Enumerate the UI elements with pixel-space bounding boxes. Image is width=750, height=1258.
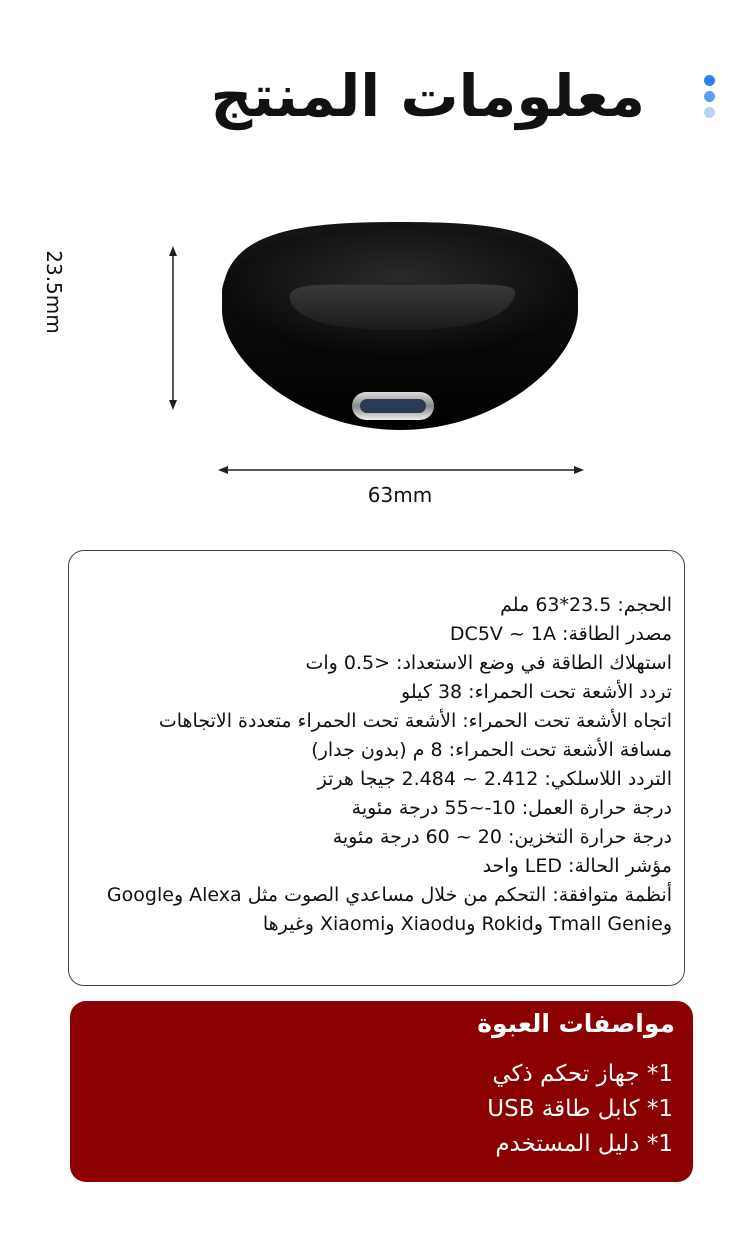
- page-title: معلومات المنتج: [210, 62, 645, 130]
- package-item: 1* جهاز تحكم ذكي: [492, 1061, 673, 1087]
- specs-box: [68, 550, 685, 986]
- width-dimension-label: 63mm: [367, 483, 433, 507]
- spec-standby-power: استهلاك الطاقة في وضع الاستعداد: <0.5 وات: [305, 652, 672, 674]
- spec-ir-distance: مسافة الأشعة تحت الحمراء: 8 م (بدون جدار): [311, 739, 672, 761]
- product-image: [0, 0, 750, 520]
- spec-ir-direction: اتجاه الأشعة تحت الحمراء: الأشعة تحت الحمراء متعددة الاتجاهات: [158, 710, 672, 732]
- package-items: [487, 1057, 673, 1162]
- package-item: 1* كابل طاقة USB: [487, 1096, 673, 1122]
- spec-wireless-frequency: التردد اللاسلكي: 2.412 ~ 2.484 جيجا هرتز: [317, 768, 672, 790]
- spec-power-source: مصدر الطاقة: DC5V ~ 1A: [449, 623, 672, 645]
- specs-list: [78, 591, 672, 939]
- spec-working-temp: درجة حرارة العمل: 10-~55 درجة مئوية: [351, 797, 672, 819]
- package-title: مواصفات العبوة: [477, 1009, 675, 1038]
- spec-compatible-systems: أنظمة متوافقة: التحكم من خلال مساعدي الصوت مثل Alexa وGoogle وTmall Genie وRokid وXiaodu وXiaomi وغيرها: [106, 884, 672, 935]
- spec-size: الحجم: 23.5*63 ملم: [500, 594, 672, 616]
- spec-status-indicator: مؤشر الحالة: LED واحد: [482, 855, 672, 877]
- spec-storage-temp: درجة حرارة التخزين: 20 ~ 60 درجة مئوية: [332, 826, 672, 848]
- height-dimension-label: 23.5mm: [42, 250, 66, 334]
- package-item: 1* دليل المستخدم: [495, 1131, 673, 1157]
- spec-ir-frequency: تردد الأشعة تحت الحمراء: 38 كيلو: [401, 681, 672, 703]
- package-box: [70, 1001, 693, 1182]
